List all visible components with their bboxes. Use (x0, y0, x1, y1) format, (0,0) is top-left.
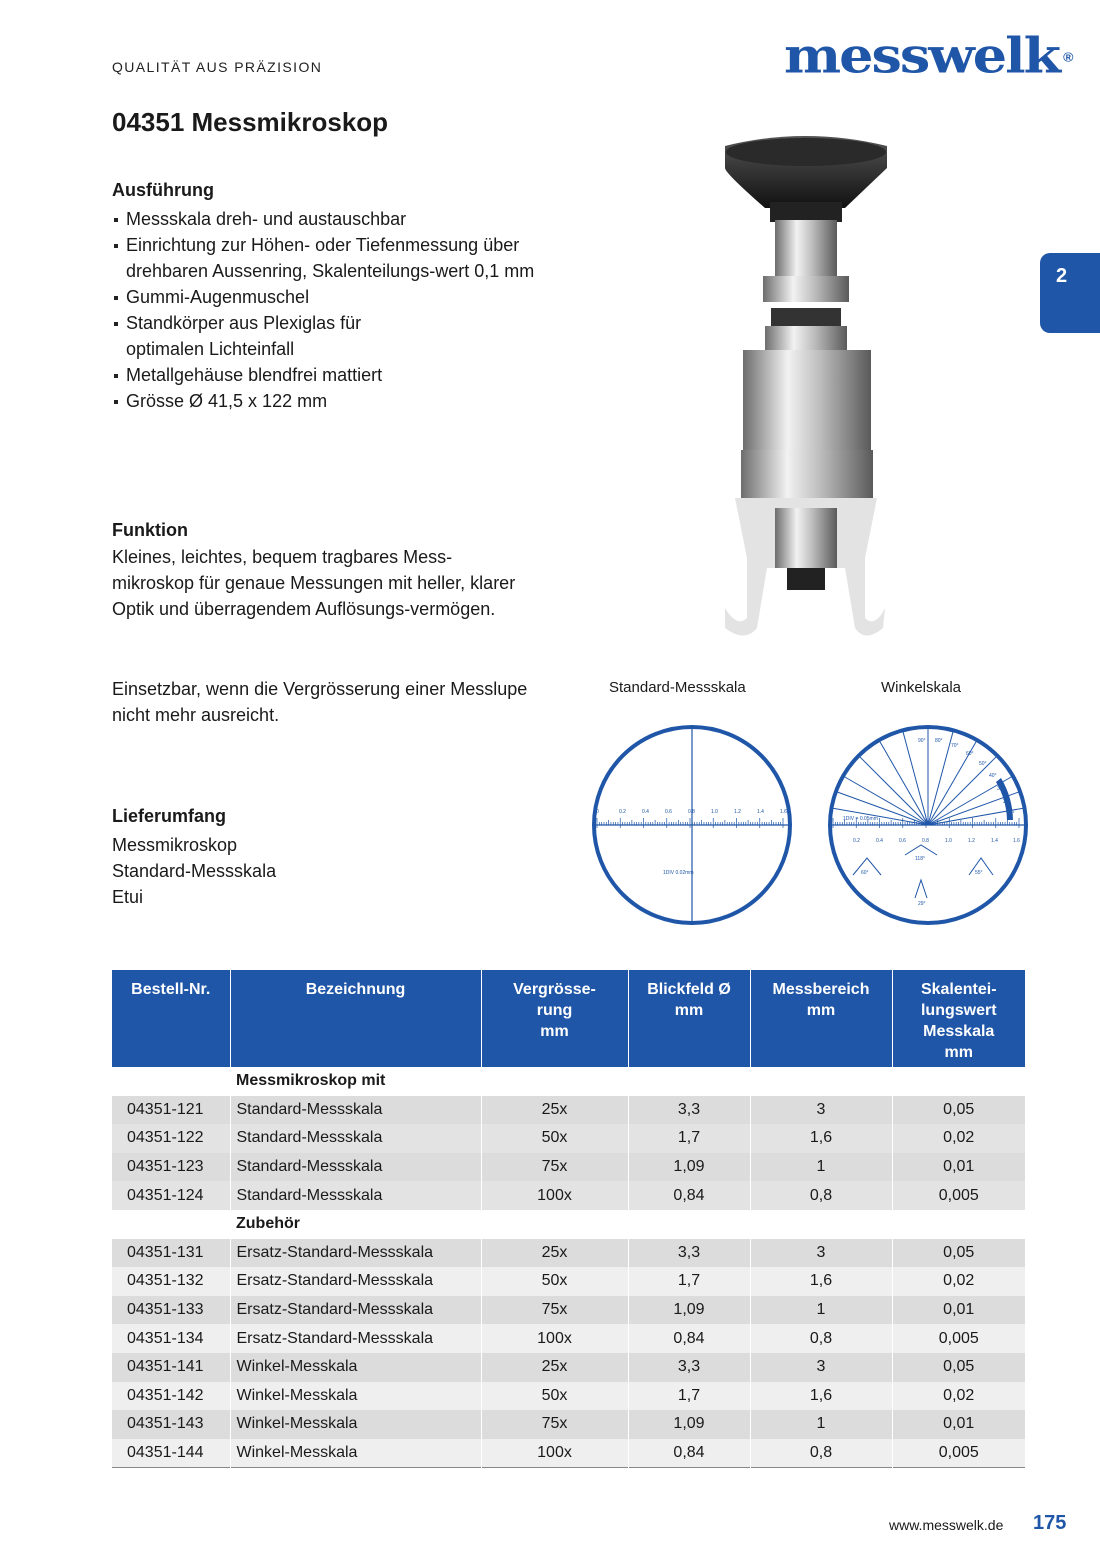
table-row (112, 1296, 1025, 1325)
table-cell: 3,3 (628, 1096, 750, 1125)
table-cell: 0,02 (892, 1124, 1025, 1153)
table-row (112, 1181, 1025, 1210)
table-cell: Winkel-Messkala (230, 1410, 481, 1439)
table-cell: 1 (750, 1410, 892, 1439)
angle-ray (928, 730, 953, 825)
column-header: Blickfeld Ø mm (628, 970, 750, 1067)
scale-tick-label: 0.6 (899, 838, 906, 844)
angle-ray (879, 740, 928, 825)
table-cell: 3 (750, 1239, 892, 1268)
table-cell: 0,02 (892, 1267, 1025, 1296)
table-cell: Ersatz-Standard-Messskala (230, 1239, 481, 1268)
table-row (112, 1439, 1025, 1468)
footer-url[interactable]: www.messwelk.de (889, 1517, 1004, 1533)
table-cell: 04351-134 (112, 1324, 230, 1353)
table-cell: 0,05 (892, 1239, 1025, 1268)
table-cell: 3,3 (628, 1353, 750, 1382)
table-cell: 1,7 (628, 1382, 750, 1411)
table-cell: 1,6 (750, 1267, 892, 1296)
table-cell: 04351-121 (112, 1096, 230, 1125)
table-cell: 1 (750, 1153, 892, 1182)
angle-scale-label: Winkelskala (881, 679, 962, 696)
scale-tick-label: 1.6 (1013, 838, 1020, 844)
tagline: QUALITÄT AUS PRÄZISION (112, 59, 323, 75)
ausfuehrung-item: Grösse Ø 41,5 x 122 mm (112, 388, 566, 414)
spec-table (112, 970, 1025, 1468)
scale-tick-label: 0.2 (619, 809, 626, 815)
table-cell (112, 1067, 230, 1096)
table-cell: 50x (481, 1124, 628, 1153)
scale-ticks (597, 818, 783, 828)
table-cell: 0,005 (892, 1324, 1025, 1353)
page-title: 04351 Messmikroskop (112, 107, 389, 137)
angle-shape-label: 118° (915, 856, 925, 862)
table-cell: 1,7 (628, 1267, 750, 1296)
table-cell: 1,6 (750, 1124, 892, 1153)
ausfuehrung-item: Messskala dreh- und austauschbar (112, 206, 566, 232)
table-header-row (112, 970, 1025, 1067)
table-row (112, 1239, 1025, 1268)
table-cell: 1,7 (628, 1124, 750, 1153)
table-cell: 25x (481, 1353, 628, 1382)
table-cell: 25x (481, 1096, 628, 1125)
table-cell: 0,02 (892, 1382, 1025, 1411)
table-cell: 04351-144 (112, 1439, 230, 1468)
column-header: Bestell-Nr. (112, 970, 230, 1067)
table-row (112, 1410, 1025, 1439)
angle-shape (905, 845, 937, 855)
table-cell: 04351-124 (112, 1181, 230, 1210)
table-group-row (112, 1067, 1025, 1096)
table-group-title: Zubehör (230, 1210, 1025, 1239)
funktion-text-2: Einsetzbar, wenn die Vergrösserung einer Messlupe nicht mehr ausreicht. (112, 679, 528, 725)
table-cell: 0,05 (892, 1096, 1025, 1125)
table-cell: 1,6 (750, 1382, 892, 1411)
angle-label: 70° (951, 743, 959, 749)
table-cell: 0,84 (628, 1324, 750, 1353)
table-cell: 75x (481, 1153, 628, 1182)
table-cell: 0,8 (750, 1181, 892, 1210)
table-cell: Winkel-Messkala (230, 1382, 481, 1411)
angle-label: 40° (989, 773, 997, 779)
scale-tick-label: 0.2 (853, 838, 860, 844)
scale-tick-label: 1.4 (991, 838, 998, 844)
table-cell: Winkel-Messkala (230, 1439, 481, 1468)
table-cell: Standard-Messskala (230, 1096, 481, 1125)
table-cell: 3,3 (628, 1239, 750, 1268)
table-row (112, 1353, 1025, 1382)
table-row (112, 1324, 1025, 1353)
table-row (112, 1382, 1025, 1411)
angle-shape (915, 880, 927, 898)
table-group-title: Messmikroskop mit (230, 1067, 1025, 1096)
scale-tick-label: 1.0 (711, 809, 718, 815)
brand-logo (784, 26, 1074, 84)
table-cell: 04351-142 (112, 1382, 230, 1411)
table-cell: 100x (481, 1439, 628, 1468)
scale-tick-label: 1.2 (734, 809, 741, 815)
lieferumfang-item: Standard-Messskala (112, 861, 277, 881)
table-cell: 0,8 (750, 1324, 892, 1353)
ausfuehrung-item: Metallgehäuse blendfrei mattiert (112, 362, 566, 388)
lieferumfang-item: Etui (112, 887, 144, 907)
table-cell: 1,09 (628, 1296, 750, 1325)
ausfuehrung-item: Einrichtung zur Höhen- oder Tiefenmessung über drehbaren Aussenring, Skalenteilungs-wert 0,1 mm (112, 232, 566, 284)
scale-tick-label: 1.6 (780, 809, 787, 815)
table-cell: Ersatz-Standard-Messskala (230, 1267, 481, 1296)
scale-tick-label: 1.0 (945, 838, 952, 844)
table-row (112, 1153, 1025, 1182)
table-row (112, 1096, 1025, 1125)
table-cell: 0,8 (750, 1439, 892, 1468)
table-cell (112, 1210, 230, 1239)
scale-tick-label: 0 (830, 838, 833, 844)
table-cell: 04351-143 (112, 1410, 230, 1439)
table-cell: Ersatz-Standard-Messskala (230, 1324, 481, 1353)
table-cell: 04351-132 (112, 1267, 230, 1296)
table-cell: 0,01 (892, 1153, 1025, 1182)
table-cell: 1 (750, 1296, 892, 1325)
scale-tick-label: 1.2 (968, 838, 975, 844)
column-header: Messbereich mm (750, 970, 892, 1067)
logo-text: messwelk (784, 26, 1060, 84)
table-cell: Ersatz-Standard-Messskala (230, 1296, 481, 1325)
table-cell: 50x (481, 1382, 628, 1411)
table-cell: 0,01 (892, 1296, 1025, 1325)
ausfuehrung-heading: Ausführung (112, 180, 214, 200)
angle-label: 20° (1003, 799, 1011, 805)
table-cell: 25x (481, 1239, 628, 1268)
table-cell: 1,09 (628, 1153, 750, 1182)
lieferumfang-list (112, 832, 276, 910)
angle-label: 90° (918, 738, 926, 744)
table-cell: 04351-133 (112, 1296, 230, 1325)
angle-label: 80° (935, 738, 943, 744)
standard-scale-label: Standard-Messskala (609, 679, 746, 696)
funktion-heading: Funktion (112, 520, 188, 540)
scale-tick-label: 0.4 (642, 809, 649, 815)
table-body (112, 1067, 1025, 1467)
angle-shape-label: 29° (918, 901, 926, 907)
scale-division-note: 1DIV = 0.05mm (843, 816, 878, 822)
scale-tick-label: 1.4 (757, 809, 764, 815)
chapter-number: 2 (1056, 265, 1068, 287)
angle-shape-label: 60° (861, 870, 869, 876)
lieferumfang-heading: Lieferumfang (112, 806, 227, 826)
lieferumfang-item: Messmikroskop (112, 835, 238, 855)
registered-mark: ® (1063, 49, 1074, 65)
table-cell: 04351-122 (112, 1124, 230, 1153)
angle-ray (903, 730, 928, 825)
table-row (112, 1124, 1025, 1153)
table-cell: 0,84 (628, 1439, 750, 1468)
column-header: Skalentei- lungswert Messkala mm (892, 970, 1025, 1067)
table-cell: Standard-Messskala (230, 1181, 481, 1210)
scale-tick-label: 0.4 (876, 838, 883, 844)
product-photo (715, 128, 895, 643)
scale-tick-label: 0.6 (665, 809, 672, 815)
angle-label: 30° (997, 786, 1005, 792)
table-cell: 75x (481, 1296, 628, 1325)
angle-label: 50° (979, 761, 987, 767)
table-cell: 100x (481, 1324, 628, 1353)
page-number: 175 (1033, 1512, 1067, 1534)
table-cell: 04351-123 (112, 1153, 230, 1182)
table-cell: 0,01 (892, 1410, 1025, 1439)
table-cell: Winkel-Messkala (230, 1353, 481, 1382)
ausfuehrung-item: Gummi-Augenmuschel (112, 284, 566, 310)
angle-scale-diagram (823, 720, 1033, 930)
table-cell: 04351-141 (112, 1353, 230, 1382)
ausfuehrung-item: Standkörper aus Plexiglas für optimalen Lichteinfall (112, 310, 426, 362)
table-cell: 0,005 (892, 1181, 1025, 1210)
table-row (112, 1267, 1025, 1296)
ausfuehrung-list (112, 206, 566, 414)
scale-tick-label: 0.8 (922, 838, 929, 844)
table-cell: 100x (481, 1181, 628, 1210)
chapter-tab[interactable] (1040, 253, 1100, 333)
standard-scale-diagram (587, 720, 797, 930)
funktion-text: Kleines, leichtes, bequem tragbares Mess-mikroskop für genaue Messungen mit heller, klarer Optik und überragendem Auflösungs-vermögen. (112, 547, 516, 619)
table-cell: 0,84 (628, 1181, 750, 1210)
table-cell: 3 (750, 1353, 892, 1382)
column-header: Vergrösse- rung mm (481, 970, 628, 1067)
scale-tick-label: 0 (596, 809, 599, 815)
angle-shape-label: 55° (975, 870, 983, 876)
angle-label: 10° (1007, 811, 1015, 817)
table-cell: 3 (750, 1096, 892, 1125)
table-cell: Standard-Messskala (230, 1153, 481, 1182)
scale-tick-label: 0.8 (688, 809, 695, 815)
table-cell: 50x (481, 1267, 628, 1296)
table-cell: 0,005 (892, 1439, 1025, 1468)
table-group-row (112, 1210, 1025, 1239)
table-cell: 0,05 (892, 1353, 1025, 1382)
angle-label: 60° (966, 751, 974, 757)
table-cell: 75x (481, 1410, 628, 1439)
table-cell: 1,09 (628, 1410, 750, 1439)
table-cell: 04351-131 (112, 1239, 230, 1268)
scale-division-note: 1DIV 0.02mm (663, 870, 694, 876)
column-header: Bezeichnung (230, 970, 481, 1067)
table-cell: Standard-Messskala (230, 1124, 481, 1153)
